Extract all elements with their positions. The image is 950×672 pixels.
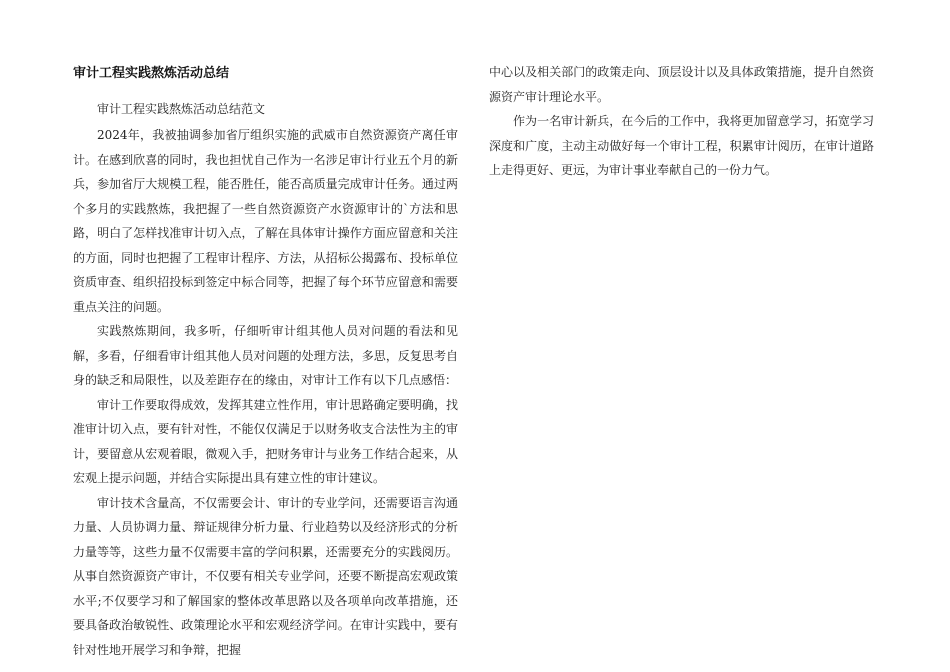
- paragraph-4-continued: 中心以及相关部门的政策走向、顶层设计以及具体政策措施，提升自然资源资产审计理论水平。: [489, 65, 874, 104]
- paragraph-2: 实践熬炼期间，我多听，仔细听审计组其他人员对问题的看法和见解，多看，仔细看审计组其他人员对问题的处理方法，多思，反复思考自身的缺乏和局限性，以及差距存在的缘由，对审计工作有以下几点感悟：: [73, 324, 458, 387]
- paragraph-4: 审计技术含量高，不仅需要会计、审计的专业学问，还需要语言沟通力量、人员协调力量、辩证规律分析力量、行业趋势以及经济形式的分析力量等等，这些力量不仅需要丰富的学问积累，还需要充分的实践阅历。从事自然资源资产审计，不仅要有相关专业学问，还要不断提高宏观政策水平;不仅要学习和了解国家的整体改革思路以及各项单向改革措施，还要具备政治敏锐性、政策理论水平和宏观经济学问。在审计实践中，要有针对性地开展学习和争辩，把握: [73, 495, 458, 657]
- paragraph-1: 2024年，我被抽调参加省厅组织实施的武威市自然资源资产离任审计。在感到欣喜的同时，我也担忧自己作为一名涉足审计行业五个月的新兵，参加省厅大规模工程，能否胜任，能否高质量完成审计任务。通过两个多月的实践熬炼，我把握了一些自然资源资产水资源审计的`方法和思路，明白了怎样找准审计切入点，了解在具体审计操作方面应留意和关注的方面，同时也把握了工程审计程序、方法，从招标公揭露布、投标单位资质审查、组织招投标到签定中标合同等，把握了每个环节应留意和需要重点关注的问题。: [73, 128, 458, 314]
- paragraph-3: 审计工作要取得成效，发挥其建立性作用，审计思路确定要明确，找准审计切入点，要有针对性，不能仅仅满足于以财务收支合法性为主的审计，要留意从宏观着眼，微观入手，把财务审计与业务工作结合起来，从宏观上提示问题，并结合实际提出具有建立性的审计建议。: [73, 397, 458, 485]
- paragraph-5: 作为一名审计新兵，在今后的工作中，我将更加留意学习，拓宽学习深度和广度，主动主动做好每一个审计工程，积累审计阅历，在审计道路上走得更好、更远，为审计事业奉献自己的一份力气。: [489, 114, 874, 177]
- document-title: 审计工程实践熬炼活动总结: [73, 66, 230, 81]
- right-column: [489, 60, 874, 183]
- document-subtitle: 审计工程实践熬炼活动总结范文: [97, 102, 266, 116]
- left-column: [73, 60, 458, 662]
